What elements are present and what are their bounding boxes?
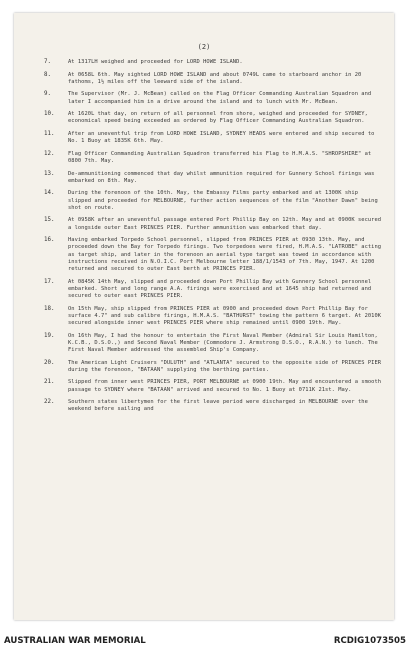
paragraph-number: 13. xyxy=(44,170,55,177)
paragraph-text: At 0658L 6th. May sighted LORD HOWE ISLAND and about 0749L came to starboard anchor in 20 fathoms, 1½ miles off the leeward side of the island. xyxy=(68,71,362,85)
paragraph xyxy=(44,379,384,393)
paragraph-number: 20. xyxy=(44,359,55,366)
paragraph-number: 11. xyxy=(44,130,55,137)
paragraph-text: The American Light Cruisers "DULUTH" and "ATLANTA" secured to the opposite side of PRINCES PIER during the forenoon, "BATAAN" supplying the berthing parties. xyxy=(68,359,382,373)
paragraph-number: 16. xyxy=(44,237,55,244)
paragraph xyxy=(44,237,384,273)
paragraph-number: 14. xyxy=(44,190,55,197)
paragraph-text: At 1317LH weighed and proceeded for LORD HOWE ISLAND. xyxy=(68,59,243,65)
record-id: RCDIG1073505 xyxy=(333,636,406,646)
paragraph xyxy=(44,59,384,66)
paragraph-text: Flag Officer Commanding Australian Squadron transferred his Flag to H.M.A.S. "SHROPSHIRE" at 0800 7th. May. xyxy=(68,150,372,164)
paragraph-number: 10. xyxy=(44,111,55,118)
paragraph-text: Slipped from inner west PRINCES PIER, PORT MELBOURNE at 0900 19th. May and encountered a smooth passage to SYDNEY where "BATAAN" arrived and secured to No. 1 Buoy at 0711K 21st. May. xyxy=(68,379,382,393)
paragraph xyxy=(44,171,384,185)
paragraph-text: On 16th May, I had the honour to entertain the First Naval Member (Admiral Sir Louis Hamilton, K.C.B., D.S.O.,) and Second Naval Member (Commodore J. Armstrong D.S.O., R.A.N.) to lunch. The First Naval Member addressed the assembled Ship's Company. xyxy=(68,332,378,353)
paragraph-number: 21. xyxy=(44,379,55,386)
document-page xyxy=(14,13,394,620)
paragraph-number: 9. xyxy=(44,91,51,98)
paragraph-text: On 15th May, ship slipped from PRINCES PIER at 0900 and proceeded down Port Phillip Bay for surface 4.7" and sub calibre firings, H.M.A.S. "BATHURST" towing the pattern 6 target. At 2010K secured alongside inner west PRINCES PIER where ship remained until 0900 19th. May. xyxy=(68,305,382,326)
paragraph-text: After an uneventful trip from LORD HOWE ISLAND, SYDNEY HEADS were entered and ship secured to No. 1 Buoy at 1835K 6th. May. xyxy=(68,130,375,145)
paragraph-text: At 0958K after an uneventful passage entered Port Phillip Bay on 12th. May and at 0900K secured a longside outer East PRINCES PIER. Further ammunition was embarked that day. xyxy=(68,217,382,231)
paragraph-text: At 0845K 14th May, slipped and proceeded down Port Phillip Bay with Gunnery School personnel embarked. Short and long range A.A. firings were exercised and at 1645 ship had returned and secured to outer east PRINCES PIER. xyxy=(68,278,372,299)
paragraph-text: De-ammunitioning commenced that day whilst ammunition required for Gunnery School firings was embarked on 8th. May. xyxy=(68,170,375,184)
paragraph xyxy=(44,72,384,86)
paragraph-text: Southern states libertymen for the first leave period were discharged in MELBOURNE over the weekend before sailing and xyxy=(68,399,368,413)
paragraph-text: During the forenoon of the 10th. May, the Embassy Films party embarked and at 1300K ship slipped and proceeded for MELBOURNE, further action sequences of the film "Another Dawn" being shot on route. xyxy=(68,190,378,211)
paragraph-number: 17. xyxy=(44,278,55,285)
paragraph-number: 22. xyxy=(44,399,55,406)
paragraph xyxy=(44,151,384,165)
paragraph-text: Having embarked Torpedo School personnel, slipped from PRINCES PIER at 0930 13th. May, and proceeded down the Bay for Torpedo firings. Two torpedoes were fired, H.M.A.S. "LATROBE" acting as target ship, and later in the forenoon an aerial type target was towed in accordance with instructions received in N.O.I.C. Port Melbourne letter 188/1/1543 of 7th. May, 1947. At 1200 returned and secured to outer East berth at PRINCES PIER. xyxy=(68,237,382,272)
document-body xyxy=(44,59,384,419)
paragraph-text: At 1620L that day, on return of all personnel from shore, weighed and proceeded for SYDNEY, economical speed being exceeded as ordered by Flag Officer Commanding Australian Squadron. xyxy=(68,111,368,125)
archive-name: AUSTRALIAN WAR MEMORIAL xyxy=(4,636,146,646)
paragraph xyxy=(44,131,384,145)
paragraph xyxy=(44,190,384,212)
paragraph-number: 15. xyxy=(44,217,55,224)
paragraph xyxy=(44,111,384,125)
footer-bar xyxy=(0,636,410,654)
paragraph xyxy=(44,333,384,355)
page-number: (2) xyxy=(197,43,211,51)
paragraph-number: 19. xyxy=(44,332,55,339)
paragraph xyxy=(44,399,384,413)
paragraph-number: 12. xyxy=(44,150,55,157)
paragraph xyxy=(44,91,384,105)
paragraph-number: 18. xyxy=(44,305,55,312)
paragraph-number: 7. xyxy=(44,59,51,65)
paragraph xyxy=(44,306,384,328)
paragraph xyxy=(44,279,384,301)
paragraph xyxy=(44,217,384,231)
paragraph-number: 8. xyxy=(44,71,51,78)
paragraph xyxy=(44,360,384,374)
paragraph-text: The Supervisor (Mr. J. McBean) called on the Flag Officer Commanding Australian Squadron and later I accompanied him in a drive around the island and to lunch with Mr. McBean. xyxy=(68,91,372,105)
